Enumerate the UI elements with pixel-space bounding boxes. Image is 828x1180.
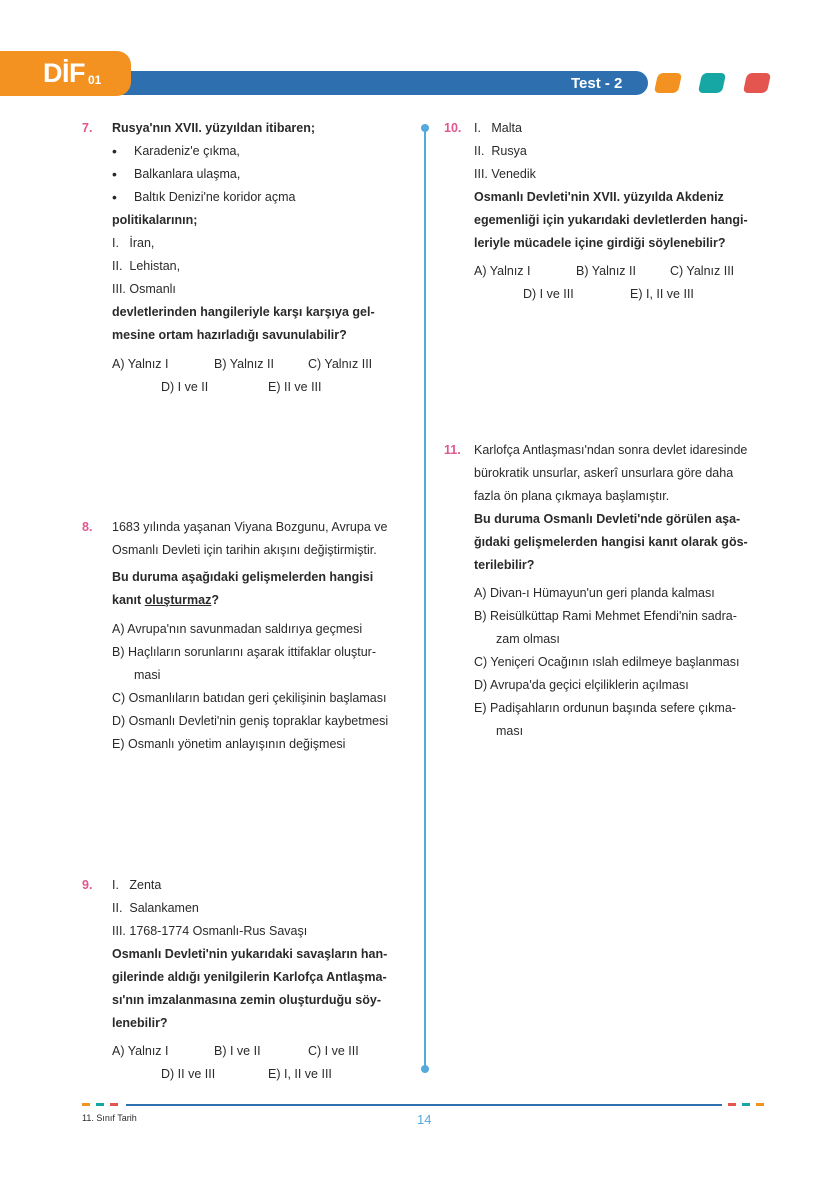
- roman-item: I. İran,: [112, 236, 155, 250]
- question-number: 8.: [82, 520, 93, 534]
- option-b-continued[interactable]: zam olması: [496, 632, 560, 646]
- option-a[interactable]: A) Yalnız I: [112, 1044, 169, 1058]
- footer-dash: [110, 1103, 118, 1106]
- question-text: lenebilir?: [112, 1016, 168, 1030]
- roman-item: I. Malta: [474, 121, 522, 135]
- course-label: 11. Sınıf Tarih: [82, 1113, 137, 1123]
- red-chip: [743, 73, 771, 93]
- question-number: 9.: [82, 878, 93, 892]
- question-text: Osmanlı Devleti'nin yukarıdaki savaşların han-: [112, 947, 388, 961]
- roman-item: III. 1768-1774 Osmanlı-Rus Savaşı: [112, 924, 308, 938]
- question-text: Bu duruma Osmanlı Devleti'nde görülen aşa-: [474, 512, 741, 526]
- option-c[interactable]: C) Yalnız III: [670, 264, 735, 278]
- logo-text: DİF: [43, 58, 85, 88]
- option-a[interactable]: A) Divan-ı Hümayun'un geri planda kalması: [474, 586, 715, 600]
- question-stem: 1683 yılında yaşanan Viyana Bozgunu, Avrupa ve: [112, 520, 388, 534]
- option-b[interactable]: B) Yalnız II: [576, 264, 636, 278]
- footer-dash: [742, 1103, 750, 1106]
- roman-item: II. Rusya: [474, 144, 527, 158]
- option-d[interactable]: D) Avrupa'da geçici elçiliklerin açılması: [474, 678, 689, 692]
- footer-dash: [82, 1103, 90, 1106]
- orange-chip: [654, 73, 682, 93]
- option-b[interactable]: B) Reisülküttap Rami Mehmet Efendi'nin sadra-: [474, 609, 737, 623]
- roman-item: III. Venedik: [474, 167, 536, 181]
- question-text: gilerinde aldığı yenilgilerin Karlofça Antlaşma-: [112, 970, 387, 984]
- question-number: 11.: [444, 443, 461, 457]
- question-text: [112, 589, 412, 612]
- option-b-continued[interactable]: masi: [134, 668, 161, 682]
- option-c[interactable]: C) Yalnız III: [308, 357, 373, 371]
- column-divider: [424, 127, 426, 1069]
- option-e[interactable]: E) Osmanlı yönetim anlayışının değişmesi: [112, 737, 346, 751]
- option-d[interactable]: D) Osmanlı Devleti'nin geniş topraklar kaybetmesi: [112, 714, 389, 728]
- divider-dot-top: [421, 124, 429, 132]
- option-d[interactable]: D) II ve III: [161, 1067, 216, 1081]
- question-text: mesine ortam hazırladığı savunulabilir?: [112, 328, 347, 342]
- roman-item: III. Osmanlı: [112, 282, 176, 296]
- question-text: Bu duruma aşağıdaki gelişmelerden hangisi: [112, 570, 374, 584]
- question-stem: politikalarının;: [112, 213, 198, 227]
- question-number: 7.: [82, 121, 93, 135]
- option-e[interactable]: E) I, II ve III: [268, 1067, 332, 1081]
- option-b[interactable]: B) Yalnız II: [214, 357, 274, 371]
- test-label: Test - 2: [571, 75, 623, 92]
- question-stem: bürokratik unsurlar, askerî unsurlara göre daha: [474, 466, 734, 480]
- option-e[interactable]: E) I, II ve III: [630, 287, 694, 301]
- footer-bar: [126, 1104, 722, 1106]
- option-e-continued[interactable]: ması: [496, 724, 524, 738]
- bullet-item: • Balkanlara ulaşma,: [112, 163, 412, 186]
- question-number: 10.: [444, 121, 462, 135]
- option-d[interactable]: D) I ve II: [161, 380, 209, 394]
- option-d[interactable]: D) I ve III: [523, 287, 574, 301]
- bullet-item: • Karadeniz'e çıkma,: [112, 140, 412, 163]
- option-a[interactable]: A) Yalnız I: [474, 264, 531, 278]
- question-text: Osmanlı Devleti'nin XVII. yüzyılda Akdeniz: [474, 190, 724, 204]
- footer-dash: [728, 1103, 736, 1106]
- question-text: terilebilir?: [474, 558, 535, 572]
- option-c[interactable]: C) Yeniçeri Ocağının ıslah edilmeye başlanması: [474, 655, 740, 669]
- option-a[interactable]: A) Yalnız I: [112, 357, 169, 371]
- question-mark: ?: [211, 593, 219, 607]
- bullet-item: • Baltık Denizi'ne koridor açma: [112, 186, 412, 209]
- question-text: ğıdaki gelişmelerden hangisi kanıt olarak gös-: [474, 535, 748, 549]
- footer-dash: [756, 1103, 764, 1106]
- question-text: egemenliği için yukarıdaki devletlerden hangi-: [474, 213, 748, 227]
- option-e[interactable]: E) Padişahların ordunun başında sefere çıkma-: [474, 701, 736, 715]
- question-text: devletlerinden hangileriyle karşı karşıya gel-: [112, 305, 375, 319]
- question-stem: Rusya'nın XVII. yüzyıldan itibaren;: [112, 121, 316, 135]
- question-stem: fazla ön plana çıkmaya başlamıştır.: [474, 489, 670, 503]
- option-a[interactable]: A) Avrupa'nın savunmadan saldırıya geçmesi: [112, 622, 363, 636]
- roman-item: II. Salankamen: [112, 901, 199, 915]
- question-stem: Karlofça Antlaşması'ndan sonra devlet idaresinde: [474, 443, 748, 457]
- question-stem: Osmanlı Devleti için tarihin akışını değiştirmiştir.: [112, 543, 377, 557]
- negation-word: oluşturmaz: [144, 593, 212, 607]
- roman-item: I. Zenta: [112, 878, 162, 892]
- option-e[interactable]: E) II ve III: [268, 380, 322, 394]
- option-b[interactable]: B) Haçlıların sorunlarını aşarak ittifaklar oluştur-: [112, 645, 376, 659]
- footer-dash: [96, 1103, 104, 1106]
- header-bar: [96, 71, 648, 95]
- option-c[interactable]: C) Osmanlıların batıdan geri çekilişinin başlaması: [112, 691, 387, 705]
- logo-subtext: 01: [88, 73, 102, 87]
- divider-dot-bottom: [421, 1065, 429, 1073]
- roman-item: II. Lehistan,: [112, 259, 181, 273]
- question-text-part: kanıt: [112, 593, 145, 607]
- option-b[interactable]: B) I ve II: [214, 1044, 261, 1058]
- question-text: sı'nın imzalanmasına zemin oluşturduğu söy-: [112, 993, 381, 1007]
- option-c[interactable]: C) I ve III: [308, 1044, 359, 1058]
- page-number: 14: [417, 1112, 432, 1127]
- question-text: leriyle mücadele içine girdiği söylenebilir?: [474, 236, 726, 250]
- teal-chip: [698, 73, 726, 93]
